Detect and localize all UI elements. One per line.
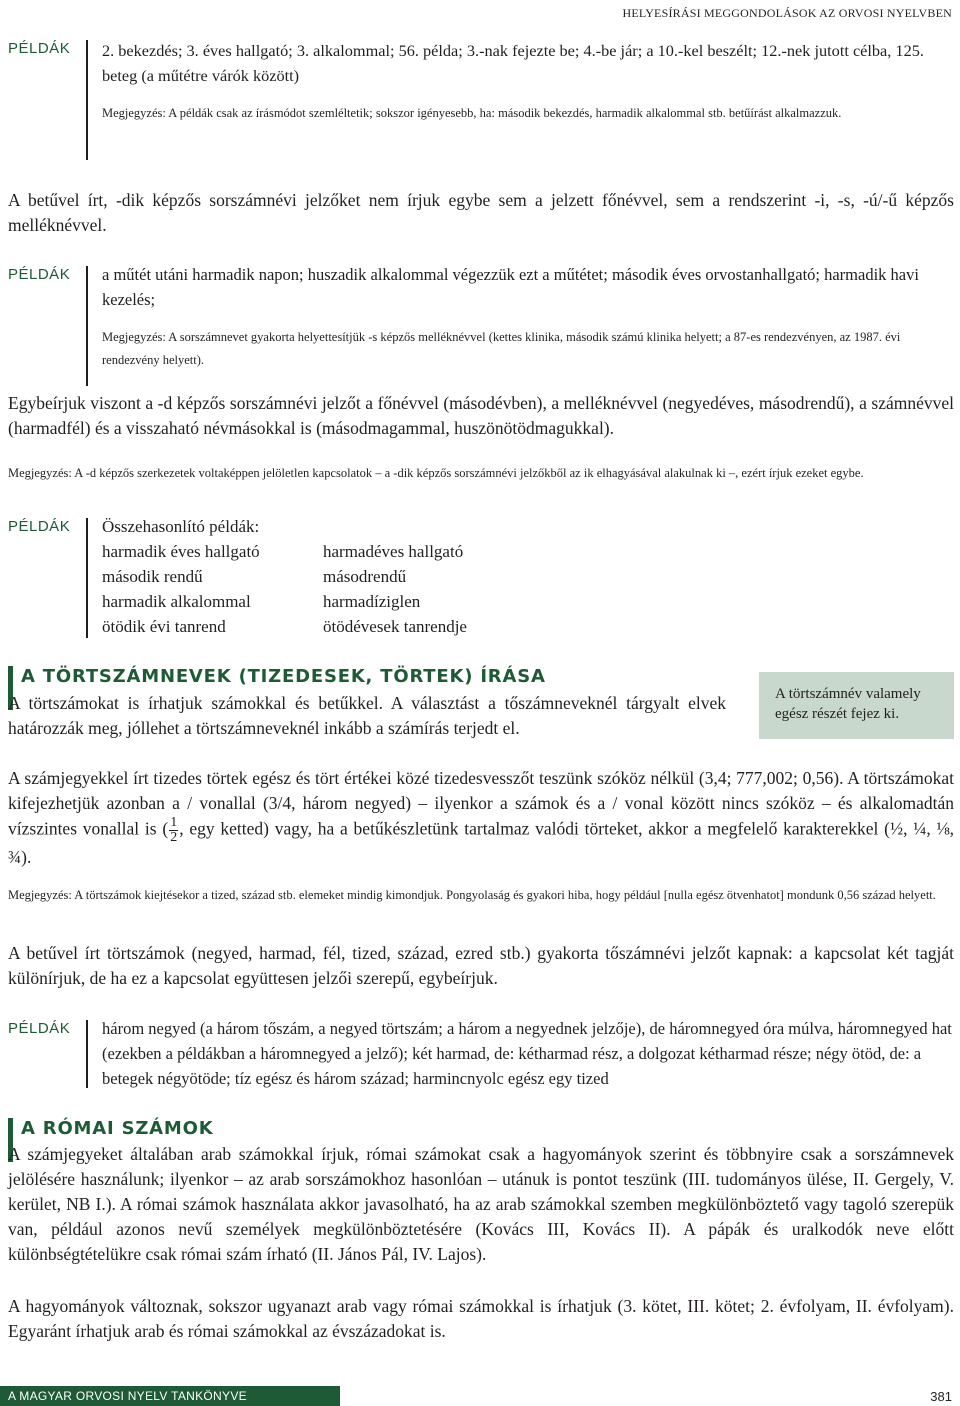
example-block-2 <box>102 262 954 372</box>
fraction-examples: három negyed (a három tőszám, a negyed törtszám; a három a negyednek jelzője), de háromnegyed óra múlva, háromnegyed hat (ezekben a példákban a háromnegyed a jelző); két harmad, de: kétharmad rész, a dolgozat kétharmad része; négy ötöd, de: a betegek négyötöde; tíz egész és három század; harmincnyolc egész egy tized <box>102 1019 952 1088</box>
section-1-paragraph-2: A betűvel írt törtszámok (negyed, harmad, fél, tized, század, ezred stb.) gyakorta tőszámnévi jelzőt kapnak: a kapcsolat két tagját különírjuk, de ha ez a kapcsolat együttesen jelzői szerepű, egybeírjuk. <box>8 943 954 988</box>
paragraph-2: Egybeírjuk viszont a -d képzős sorszámnévi jelzőt a főnévvel (másodévben), a melléknévvel (negyedéves, másodrendű), a számnévvel (harmadfél) és a visszaható névmásokkal is (másodmagammal, huszönötödmagukkal). <box>8 393 954 438</box>
sidebar-note: A törtszámnév valamely egész részét fejez ki. <box>759 672 954 739</box>
section-2-paragraph-2: A hagyományok változnak, sokszor ugyanazt arab vagy római számokkal is írhatjuk (3. kötet, III. kötet; 2. évfolyam, II. évfolyam). Egyaránt írhatjuk arab és római számokkal az évszázadokat is. <box>8 1296 954 1341</box>
fraction-numerator: 1 <box>170 815 178 830</box>
example-block-1 <box>102 38 954 125</box>
examples-label: PÉLDÁK <box>8 518 71 535</box>
example-line-2: beteg (a műtétre várók között) <box>102 66 300 85</box>
examples-label: PÉLDÁK <box>8 40 71 57</box>
example-line-1: 2. bekezdés; 3. éves hallgató; 3. alkalommal; 56. példa; 3.-nak fejezte be; 4.-be jár; a 10.-kel beszélt; 12.-nek jutott célba, 125. <box>102 41 924 60</box>
note-2: Megjegyzés: A sorszámnevet gyakorta helyettesítjük -s képzős melléknévvel (kettes klinika, második számú klinika helyett; a 87-es rendezvényen, az 1987. évi rendezvény helyett). <box>102 330 901 367</box>
examples-label: PÉLDÁK <box>8 1020 71 1037</box>
compare-item: harmadik alkalommal <box>102 592 251 611</box>
compare-item: harmadik éves hallgató <box>102 542 260 561</box>
note-3: Megjegyzés: A -d képzős szerkezetek voltaképpen jelöletlen kapcsolatok – a -dik képzős sorszámnévi jelzőkből az ik elhagyásával alakulnak ki –, ezért írjuk ezeket egybe. <box>8 466 864 480</box>
section-1-paragraph-1 <box>8 766 954 870</box>
footer-book-title: A MAGYAR ORVOSI NYELV TANKÖNYVE <box>0 1386 340 1406</box>
compare-right-column <box>323 539 467 639</box>
examples-label: PÉLDÁK <box>8 266 71 283</box>
fraction-one-half <box>169 816 178 845</box>
example-bar <box>86 40 88 160</box>
section-1-intro: A törtszámokat is írhatjuk számokkal és betűkkel. A választást a tőszámneveknél tárgyalt elvek határozzák meg, jóllehet a törtszámneveknél inkább a számírás terjedt el. <box>8 693 726 738</box>
compare-item: ötödévesek tanrendje <box>323 617 467 636</box>
example-bar <box>86 518 88 638</box>
compare-item: ötödik évi tanrend <box>102 617 226 636</box>
section-2-paragraph-1: A számjegyeket általában arab számokkal írjuk, római számokat csak a hagyományok szerint és többnyire csak a sorszámnevek jelölésére használunk; ilyenkor – az arab sorszámokhoz hasonlóan – utánuk is pontot teszünk (III. tudományos ülése, II. Gergely, V. kerület, NB I.). A római számok használata akkor javasolható, ha az arab számokkal szemben megkülönböztető vagy tagoló szerepük van, például azonos nevű személyek megkülönböztetésére (Kovács III, Kovács II). A pápák és uralkodók neve előtt különbségtételükre csak római szám írható (II. János Pál, IV. Lajos). <box>8 1144 954 1264</box>
example-bar <box>86 266 88 386</box>
paragraph-part: , egy ketted) vagy, ha a betűkészletünk tartalmaz valódi törteket, akkor a megfelelő karakterekkel (½, ¼, ⅛, ¾). <box>8 818 954 867</box>
note-4: Megjegyzés: A törtszámok kiejtésekor a tized, század stb. elemeket mindig kimondjuk. Pongyolaság és gyakori hiba, hogy például [nulla egész ötvenhatot] mondunk 0,56 század helyett. <box>8 888 936 902</box>
fraction-denominator: 2 <box>170 830 178 845</box>
example-bar <box>86 1020 88 1088</box>
section-title-roman: A RÓMAI SZÁMOK <box>21 1118 214 1139</box>
running-head: HELYESÍRÁSI MEGGONDOLÁSOK AZ ORVOSI NYELVBEN <box>622 6 952 20</box>
compare-heading: Összehasonlító példák: <box>102 517 260 536</box>
example-text-2: a műtét utáni harmadik napon; huszadik alkalommal végezzük ezt a műtétet; második éves orvostanhallgató; harmadik havi kezelés; <box>102 265 919 309</box>
paragraph-1: A betűvel írt, -dik képzős sorszámnévi jelzőket nem írjuk egybe sem a jelzett főnévvel, sem a rendszerint -i, -s, -ú/-ű képzős melléknévvel. <box>8 190 954 235</box>
compare-item: harmadéves hallgató <box>323 542 464 561</box>
compare-left-column <box>102 539 260 639</box>
compare-item: másodrendű <box>323 567 407 586</box>
paragraph-part: A számjegyekkel írt tizedes törtek egész és tört értékei közé tizedesvesszőt teszünk szóköz nélkül (3,4; 777,002; 0,56). A törtszámokat kifejezhetjük azonban a / vonallal (3/4, három negyed) – ilyenkor a számok és a / vonal között nincs szóköz – és alkalomadtán vízszintes vonallal is ( <box>8 768 954 839</box>
note-1: Megjegyzés: A példák csak az írásmódot szemléltetik; sokszor igényesebb, ha: második bekezdés, harmadik alkalommal stb. betűírást alkalmazzuk. <box>102 106 842 120</box>
compare-item: harmadíziglen <box>323 592 421 611</box>
compare-item: második rendű <box>102 567 203 586</box>
section-title-fractions: A TÖRTSZÁMNEVEK (TIZEDESEK, TÖRTEK) ÍRÁSA <box>21 666 546 687</box>
page-number: 381 <box>930 1389 952 1404</box>
